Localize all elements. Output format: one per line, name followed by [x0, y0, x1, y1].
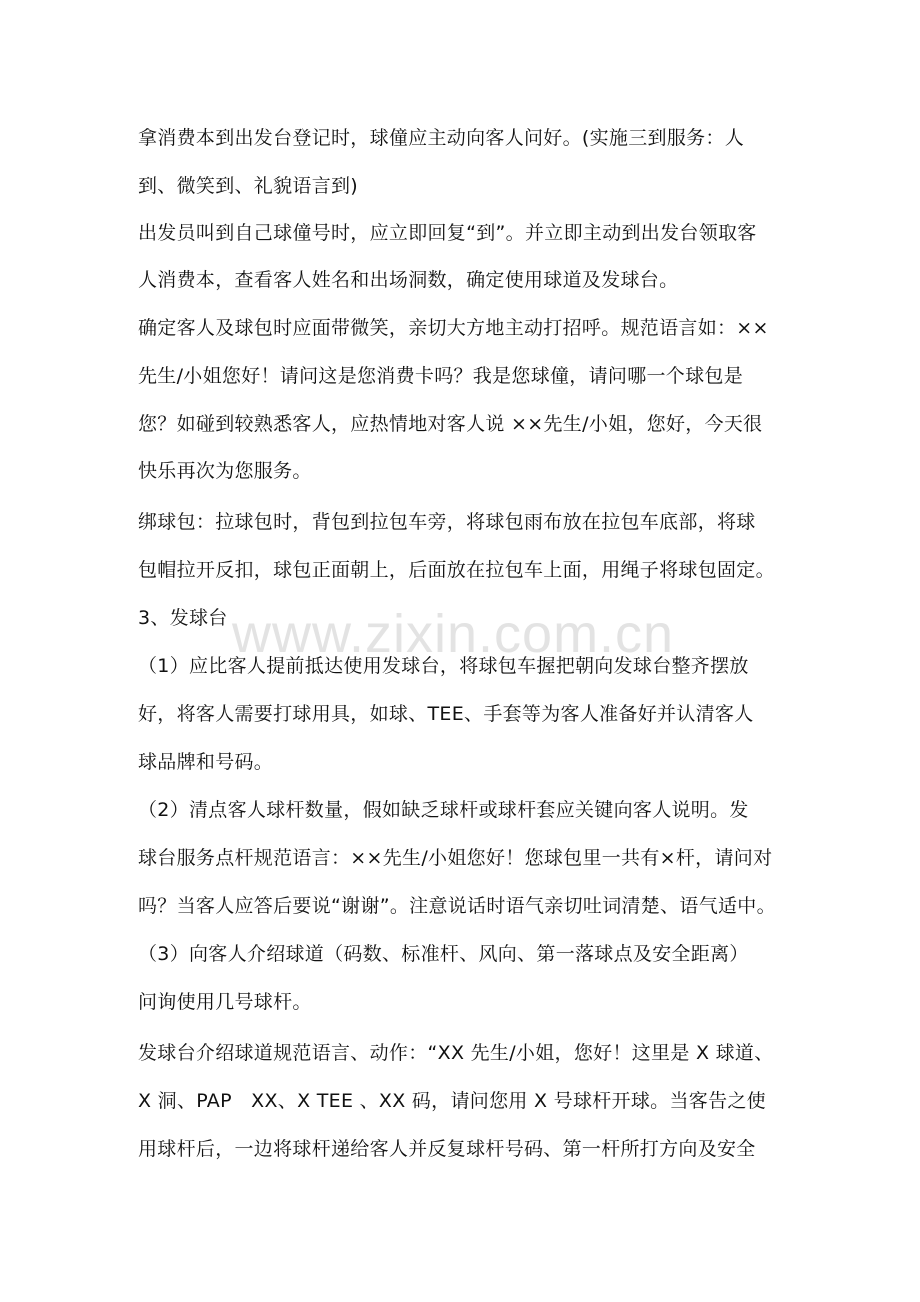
paragraph-line: 球品牌和号码。: [138, 751, 274, 773]
paragraph-line: 用球杆后，一边将球杆递给客人并反复球杆号码、第一杆所打方向及安全: [138, 1138, 756, 1160]
watermark: www.zixin.com.cn: [232, 604, 675, 664]
section-heading: 3、发球台: [138, 607, 228, 629]
paragraph-line: 发球台介绍球道规范语言、动作：“XX 先生/小姐，您好！这里是 X 球道、: [138, 1042, 774, 1064]
paragraph-line: 确定客人及球包时应面带微笑，亲切大方地主动打招呼。规范语言如：××: [138, 317, 769, 339]
paragraph-line: （3）向客人介绍球道（码数、标准杆、风向、第一落球点及安全距离）: [138, 943, 749, 965]
paragraph-line: 绑球包：拉球包时，背包到拉包车旁，将球包雨布放在拉包车底部，将球: [138, 511, 756, 533]
paragraph-line: 好，将客人需要打球用具，如球、TEE、手套等为客人准备好并认清客人: [138, 703, 754, 725]
paragraph-line: 吗？当客人应答后要说“谢谢”。注意说话时语气亲切吐词清楚、语气适中。: [138, 895, 776, 917]
paragraph-line: （2）清点客人球杆数量，假如缺乏球杆或球杆套应关键向客人说明。发: [138, 799, 749, 821]
paragraph-line: 拿消费本到出发台登记时，球僮应主动向客人问好。(实施三到服务：人: [138, 127, 745, 149]
paragraph-line: 快乐再次为您服务。: [138, 460, 312, 482]
paragraph-line: 问询使用几号球杆。: [138, 991, 312, 1013]
paragraph-line: 先生/小姐您好！请问这是您消费卡吗？我是您球僮，请问哪一个球包是: [138, 365, 744, 387]
paragraph-line: 包帽拉开反扣，球包正面朝上，后面放在拉包车上面，用绳子将球包固定。: [138, 559, 775, 581]
paragraph-line: 出发员叫到自己球僮号时，应立即回复“到”。并立即主动到出发台领取客: [138, 222, 757, 244]
paragraph-line: 人消费本，查看客人姓名和出场洞数，确定使用球道及发球台。: [138, 269, 679, 291]
paragraph-line: （1）应比客人提前抵达使用发球台，将球包车握把朝向发球台整齐摆放: [138, 655, 749, 677]
paragraph-line: X 洞、PAP XX、X TEE 、XX 码，请问您用 X 号球杆开球。当客告之使: [138, 1090, 766, 1112]
paragraph-line: 球台服务点杆规范语言：××先生/小姐您好！您球包里一共有×杆，请问对: [138, 847, 773, 869]
paragraph-line: 到、微笑到、礼貌语言到): [138, 175, 359, 197]
paragraph-line: 您？如碰到较熟悉客人，应热情地对客人说 ××先生/小姐，您好，今天很: [138, 413, 763, 435]
